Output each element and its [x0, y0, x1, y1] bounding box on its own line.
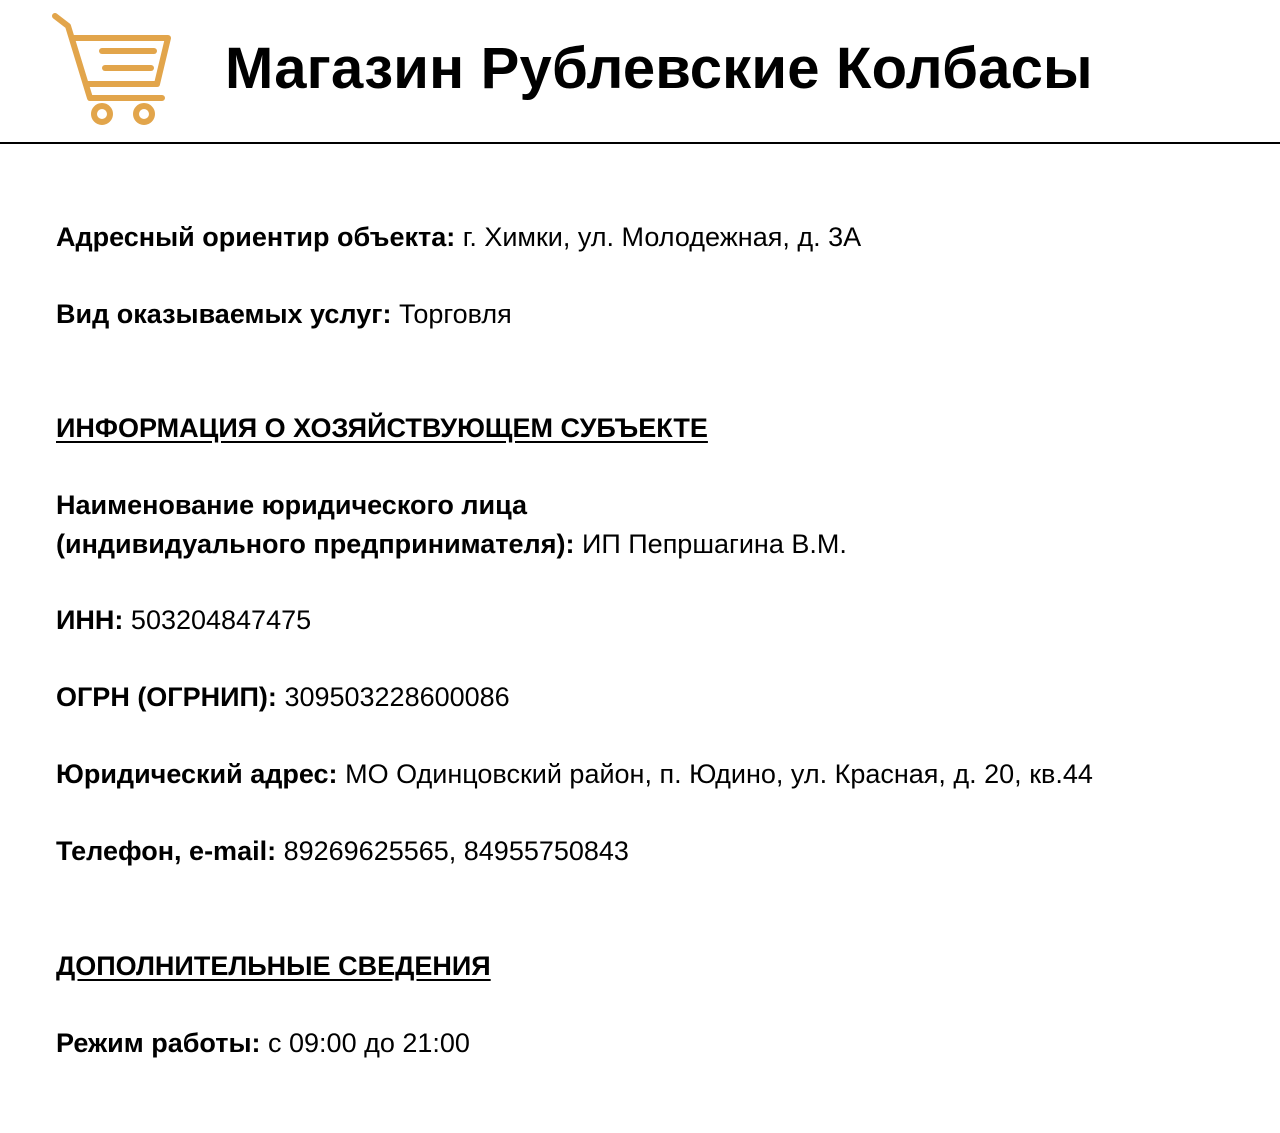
page-title: Магазин Рублевские Колбасы [225, 36, 1093, 101]
legal-address-value: МО Одинцовский район, п. Юдино, ул. Красная, д. 20, кв.44 [345, 759, 1093, 789]
name-row [56, 526, 847, 562]
contacts-row [56, 833, 629, 869]
inn-value: 503204847475 [130, 605, 312, 635]
shopping-cart-icon [50, 10, 180, 130]
address-row [56, 219, 861, 255]
inn-label: ИНН: [56, 605, 124, 635]
service-label: Вид оказываемых услуг: [56, 299, 392, 329]
contacts-label: Телефон, e-mail: [56, 836, 277, 866]
name-label-line1 [56, 487, 527, 523]
hours-label: Режим работы: [56, 1028, 261, 1058]
name-value: ИП Пепршагина В.М. [581, 529, 847, 559]
inn-row [56, 602, 311, 638]
legal-address-label: Юридический адрес: [56, 759, 338, 789]
contacts-value: 89269625565, 84955750843 [283, 836, 629, 866]
name-label-first: Наименование юридического лица [56, 490, 528, 520]
service-value: Торговля [398, 299, 512, 329]
address-value: г. Химки, ул. Молодежная, д. 3А [462, 222, 862, 252]
ogrn-label: ОГРН (ОГРНИП): [56, 682, 277, 712]
name-label-second: (индивидуального предпринимателя): [56, 529, 575, 559]
address-label: Адресный ориентир объекта: [56, 222, 456, 252]
hours-row [56, 1025, 470, 1061]
legal-address-row [56, 756, 1093, 792]
entity-heading: ИНФОРМАЦИЯ О ХОЗЯЙСТВУЮЩЕМ СУБЪЕКТЕ [56, 413, 708, 443]
service-row [56, 296, 512, 332]
page-header [0, 0, 1280, 144]
additional-heading: ДОПОЛНИТЕЛЬНЫЕ СВЕДЕНИЯ [56, 951, 491, 981]
ogrn-value: 309503228600086 [284, 682, 510, 712]
hours-value: с 09:00 до 21:00 [268, 1028, 470, 1058]
ogrn-row [56, 679, 510, 715]
